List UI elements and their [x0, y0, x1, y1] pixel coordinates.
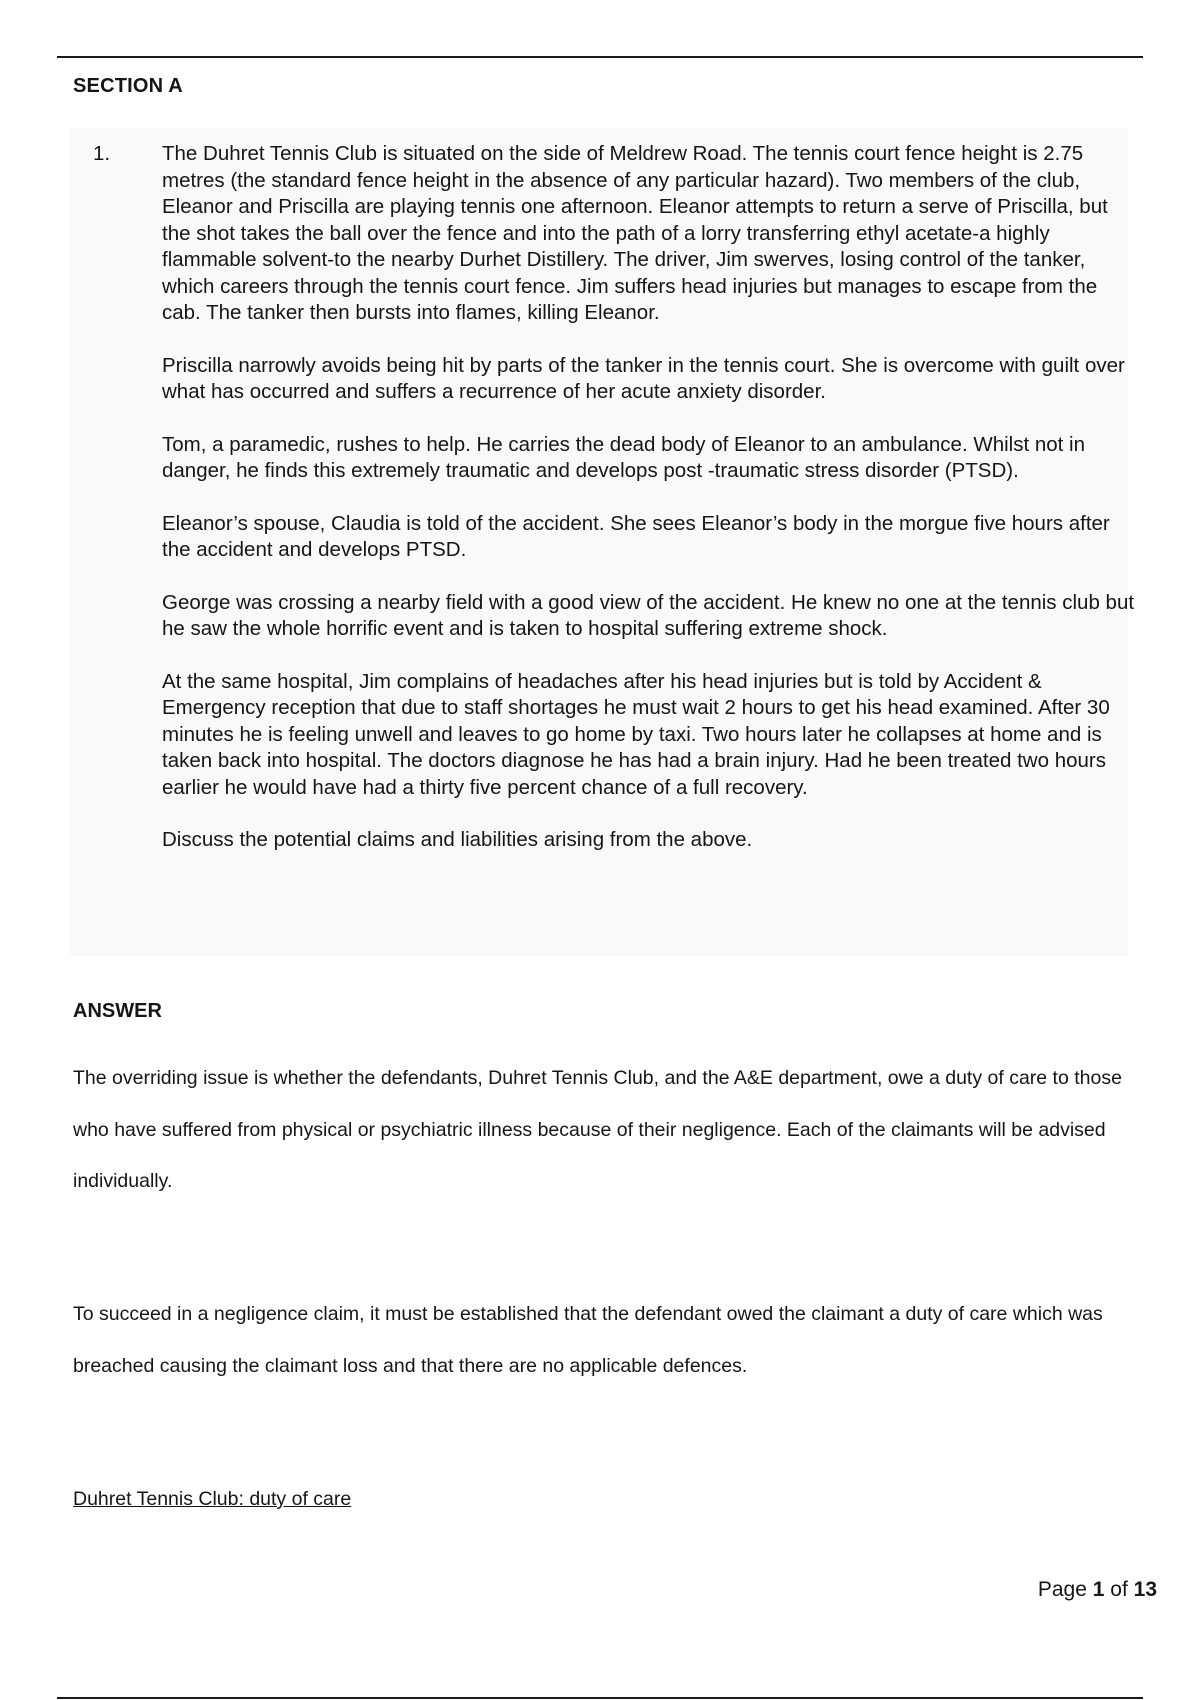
question-paragraph: George was crossing a nearby field with a good view of the accident. He knew no one at the tennis club but he saw the whole horrific event and is taken to hospital suffering extreme shock. [162, 590, 1135, 640]
question-paragraph: At the same hospital, Jim complains of headaches after his head injuries but is told by Accident & Emergency reception that due to staff shortages he must wait 2 hours to get his head examined. After 30 minutes he is feeling unwell and leaves to go home by taxi. Two hours later he collapses at home and is taken back into hospital. The doctors diagnose he has had a brain injury. Had he been treated two hours earlier he would have had a thirty five percent chance of a full recovery. [162, 669, 1110, 799]
question-number: 1. [93, 142, 111, 165]
page-prefix: Page [1037, 1578, 1087, 1601]
question-body [162, 141, 1137, 880]
question-paragraph: Priscilla narrowly avoids being hit by parts of the tanker in the tennis court. She is overcome with guilt over what has occurred and suffers a recurrence of her acute anxiety disorder. [162, 353, 1125, 403]
bottom-rule [57, 1697, 1143, 1699]
section-heading: SECTION A [73, 75, 183, 97]
current-page: 1 [1092, 1578, 1105, 1601]
total-pages: 13 [1133, 1578, 1157, 1601]
answer-paragraph: The overriding issue is whether the defendants, Duhret Tennis Club, and the A&E department, owe a duty of care to those who have suffered from physical or psychiatric illness because of their negligence. Each of the claimants will be advised individually. [73, 1067, 1122, 1192]
page-of-label: of [1110, 1578, 1128, 1601]
top-rule [57, 56, 1143, 58]
page-number [1038, 1578, 1157, 1602]
question-paragraph: Tom, a paramedic, rushes to help. He carries the dead body of Eleanor to an ambulance. Whilst not in danger, he finds this extremely traumatic and develops post -traumatic stress disorder (PTSD). [162, 432, 1086, 482]
answer-heading: ANSWER [73, 1000, 162, 1022]
question-paragraph: The Duhret Tennis Club is situated on the side of Meldrew Road. The tennis court fence height is 2.75 metres (the standard fence height in the absence of any particular hazard). Two members of the club, Eleanor and Priscilla are playing tennis one afternoon. Eleanor attempts to return a serve of Priscilla, but the shot takes the ball over the fence and into the path of a lorry transferring ethyl acetate-a highly flammable solvent-to the nearby Durhet Distillery. The driver, Jim swerves, losing control of the tanker, which careers through the tennis court fence. Jim suffers head injuries but manages to escape from the cab. The tanker then bursts into flames, killing Eleanor. [162, 142, 1108, 324]
subheading-duty-of-care: Duhret Tennis Club: duty of care [73, 1488, 352, 1510]
question-paragraph: Eleanor’s spouse, Claudia is told of the accident. She sees Eleanor’s body in the morgue five hours after the accident and develops PTSD. [162, 511, 1110, 561]
question-prompt: Discuss the potential claims and liabilities arising from the above. [162, 828, 753, 851]
answer-paragraph: To succeed in a negligence claim, it must be established that the defendant owed the claimant a duty of care which was breached causing the claimant loss and that there are no applicable defences. [73, 1303, 1103, 1377]
